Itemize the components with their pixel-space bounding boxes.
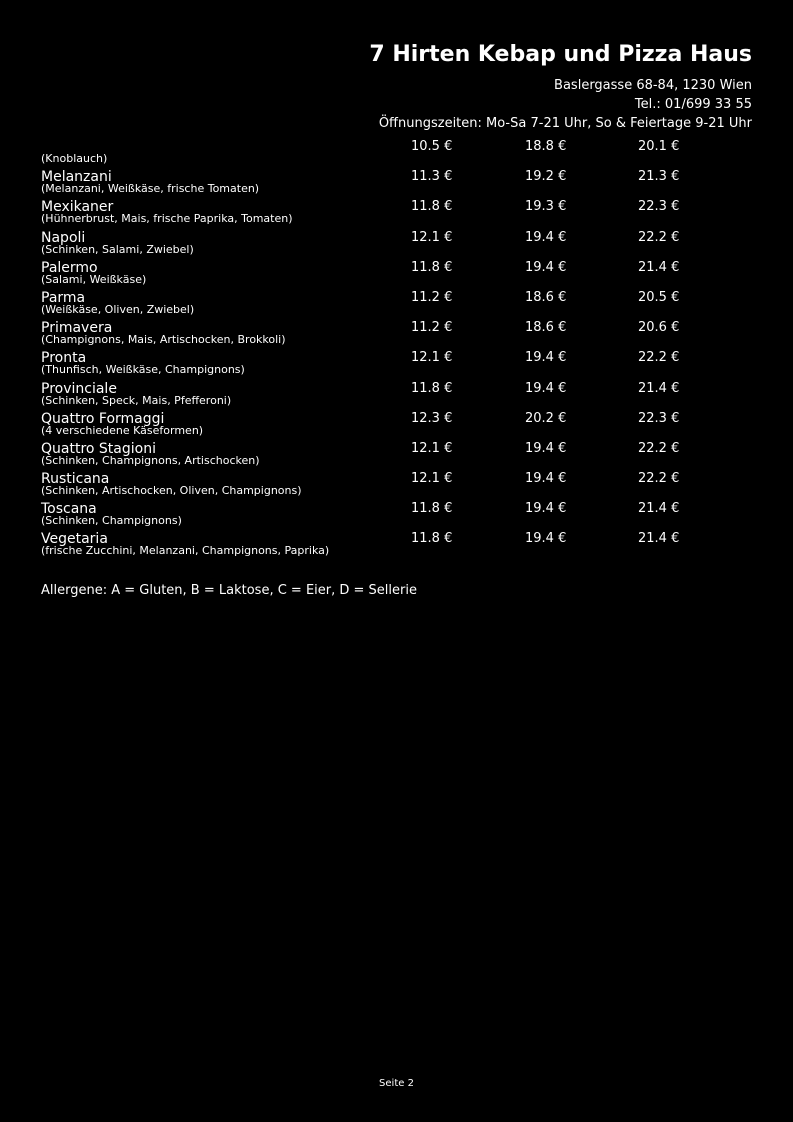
item-price-large: 20.6 € bbox=[638, 320, 680, 336]
item-description: (Schinken, Speck, Mais, Pfefferoni) bbox=[41, 393, 232, 407]
item-price-large: 22.3 € bbox=[638, 410, 680, 426]
item-price-large: 22.2 € bbox=[638, 471, 680, 487]
item-price-large: 20.1 € bbox=[638, 139, 680, 154]
item-price-large: 21.4 € bbox=[638, 501, 680, 517]
item-name: Provinciale bbox=[41, 380, 117, 397]
item-price-large: 22.3 € bbox=[638, 199, 680, 215]
menu-item bbox=[41, 409, 753, 439]
restaurant-title: 7 Hirten Kebap und Pizza Haus bbox=[369, 42, 752, 67]
restaurant-phone: Tel.: 01/699 33 55 bbox=[634, 97, 752, 112]
item-name: Mexikaner bbox=[41, 199, 114, 216]
item-price-large: 22.2 € bbox=[638, 440, 680, 456]
item-price-large: 21.4 € bbox=[638, 531, 680, 547]
menu-item bbox=[41, 167, 753, 197]
menu-item bbox=[41, 469, 753, 499]
item-price-medium: 18.8 € bbox=[525, 139, 567, 154]
restaurant-header bbox=[369, 40, 752, 133]
menu-item bbox=[41, 228, 753, 258]
menu-item bbox=[41, 258, 753, 288]
item-description: (Schinken, Champignons) bbox=[41, 514, 182, 528]
pizza-menu-list bbox=[41, 137, 753, 560]
item-name: Primavera bbox=[41, 320, 113, 337]
item-price-small: 11.2 € bbox=[411, 320, 453, 336]
item-price-large: 21.3 € bbox=[638, 169, 680, 185]
item-price-medium: 19.4 € bbox=[525, 440, 567, 456]
item-name: Quattro Formaggi bbox=[41, 410, 165, 427]
restaurant-address: Baslergasse 68-84, 1230 Wien bbox=[554, 78, 752, 93]
item-price-medium: 19.4 € bbox=[525, 229, 567, 245]
item-description: (Weißkäse, Oliven, Zwiebel) bbox=[41, 302, 195, 316]
allergens-note: Allergene: A = Gluten, B = Laktose, C = Eier, D = Sellerie bbox=[41, 583, 417, 598]
menu-item bbox=[41, 348, 753, 378]
item-name: Palermo bbox=[41, 259, 98, 276]
item-description: (Schinken, Salami, Zwiebel) bbox=[41, 242, 194, 256]
item-price-small: 10.5 € bbox=[411, 139, 453, 154]
item-price-small: 11.8 € bbox=[411, 531, 453, 547]
item-description: (Melanzani, Weißkäse, frische Tomaten) bbox=[41, 182, 260, 196]
item-name: Toscana bbox=[41, 501, 97, 518]
page-number: Seite 2 bbox=[379, 1078, 414, 1089]
item-description: (Hühnerbrust, Mais, frische Paprika, Tomaten) bbox=[41, 212, 293, 226]
item-price-large: 22.2 € bbox=[638, 350, 680, 366]
menu-item bbox=[41, 379, 753, 409]
item-price-small: 11.2 € bbox=[411, 289, 453, 305]
item-price-medium: 19.4 € bbox=[525, 259, 567, 275]
item-price-medium: 19.4 € bbox=[525, 350, 567, 366]
item-price-small: 11.8 € bbox=[411, 259, 453, 275]
item-price-large: 20.5 € bbox=[638, 289, 680, 305]
menu-item bbox=[41, 137, 753, 167]
item-price-medium: 19.4 € bbox=[525, 471, 567, 487]
item-name: Quattro Stagioni bbox=[41, 440, 156, 457]
item-price-medium: 18.6 € bbox=[525, 320, 567, 336]
item-name: Rusticana bbox=[41, 471, 110, 488]
item-name: Vegetaria bbox=[41, 531, 108, 548]
item-description: (Salami, Weißkäse) bbox=[41, 272, 147, 286]
item-price-medium: 18.6 € bbox=[525, 289, 567, 305]
item-name: Napoli bbox=[41, 229, 86, 246]
menu-item bbox=[41, 197, 753, 227]
item-price-large: 21.4 € bbox=[638, 259, 680, 275]
item-price-medium: 19.4 € bbox=[525, 531, 567, 547]
item-name: Pronta bbox=[41, 350, 87, 367]
item-price-small: 11.8 € bbox=[411, 380, 453, 396]
menu-item bbox=[41, 288, 753, 318]
item-price-small: 12.1 € bbox=[411, 471, 453, 487]
menu-item bbox=[41, 529, 753, 559]
item-price-small: 12.1 € bbox=[411, 229, 453, 245]
menu-item bbox=[41, 318, 753, 348]
item-price-medium: 20.2 € bbox=[525, 410, 567, 426]
item-description: (Schinken, Champignons, Artischocken) bbox=[41, 453, 260, 467]
item-price-medium: 19.4 € bbox=[525, 501, 567, 517]
item-price-large: 21.4 € bbox=[638, 380, 680, 396]
item-price-small: 12.3 € bbox=[411, 410, 453, 426]
item-price-small: 12.1 € bbox=[411, 440, 453, 456]
item-description: (Thunfisch, Weißkäse, Champignons) bbox=[41, 363, 245, 377]
item-price-small: 11.8 € bbox=[411, 199, 453, 215]
item-price-small: 11.8 € bbox=[411, 501, 453, 517]
item-price-medium: 19.4 € bbox=[525, 380, 567, 396]
menu-item bbox=[41, 499, 753, 529]
item-description: (4 verschiedene Käseformen) bbox=[41, 423, 204, 437]
item-description: (Knoblauch) bbox=[41, 152, 108, 165]
item-name: Parma bbox=[41, 289, 86, 306]
item-price-medium: 19.3 € bbox=[525, 199, 567, 215]
item-description: (Schinken, Artischocken, Oliven, Champignons) bbox=[41, 484, 302, 498]
item-price-small: 11.3 € bbox=[411, 169, 453, 185]
item-description: (frische Zucchini, Melanzani, Champignons, Paprika) bbox=[41, 544, 330, 558]
opening-hours: Öffnungszeiten: Mo-Sa 7-21 Uhr, So & Feiertage 9-21 Uhr bbox=[378, 116, 752, 131]
item-price-large: 22.2 € bbox=[638, 229, 680, 245]
item-name: Melanzani bbox=[41, 169, 112, 186]
item-price-small: 12.1 € bbox=[411, 350, 453, 366]
menu-item bbox=[41, 439, 753, 469]
item-description: (Champignons, Mais, Artischocken, Brokkoli) bbox=[41, 333, 286, 347]
item-price-medium: 19.2 € bbox=[525, 169, 567, 185]
